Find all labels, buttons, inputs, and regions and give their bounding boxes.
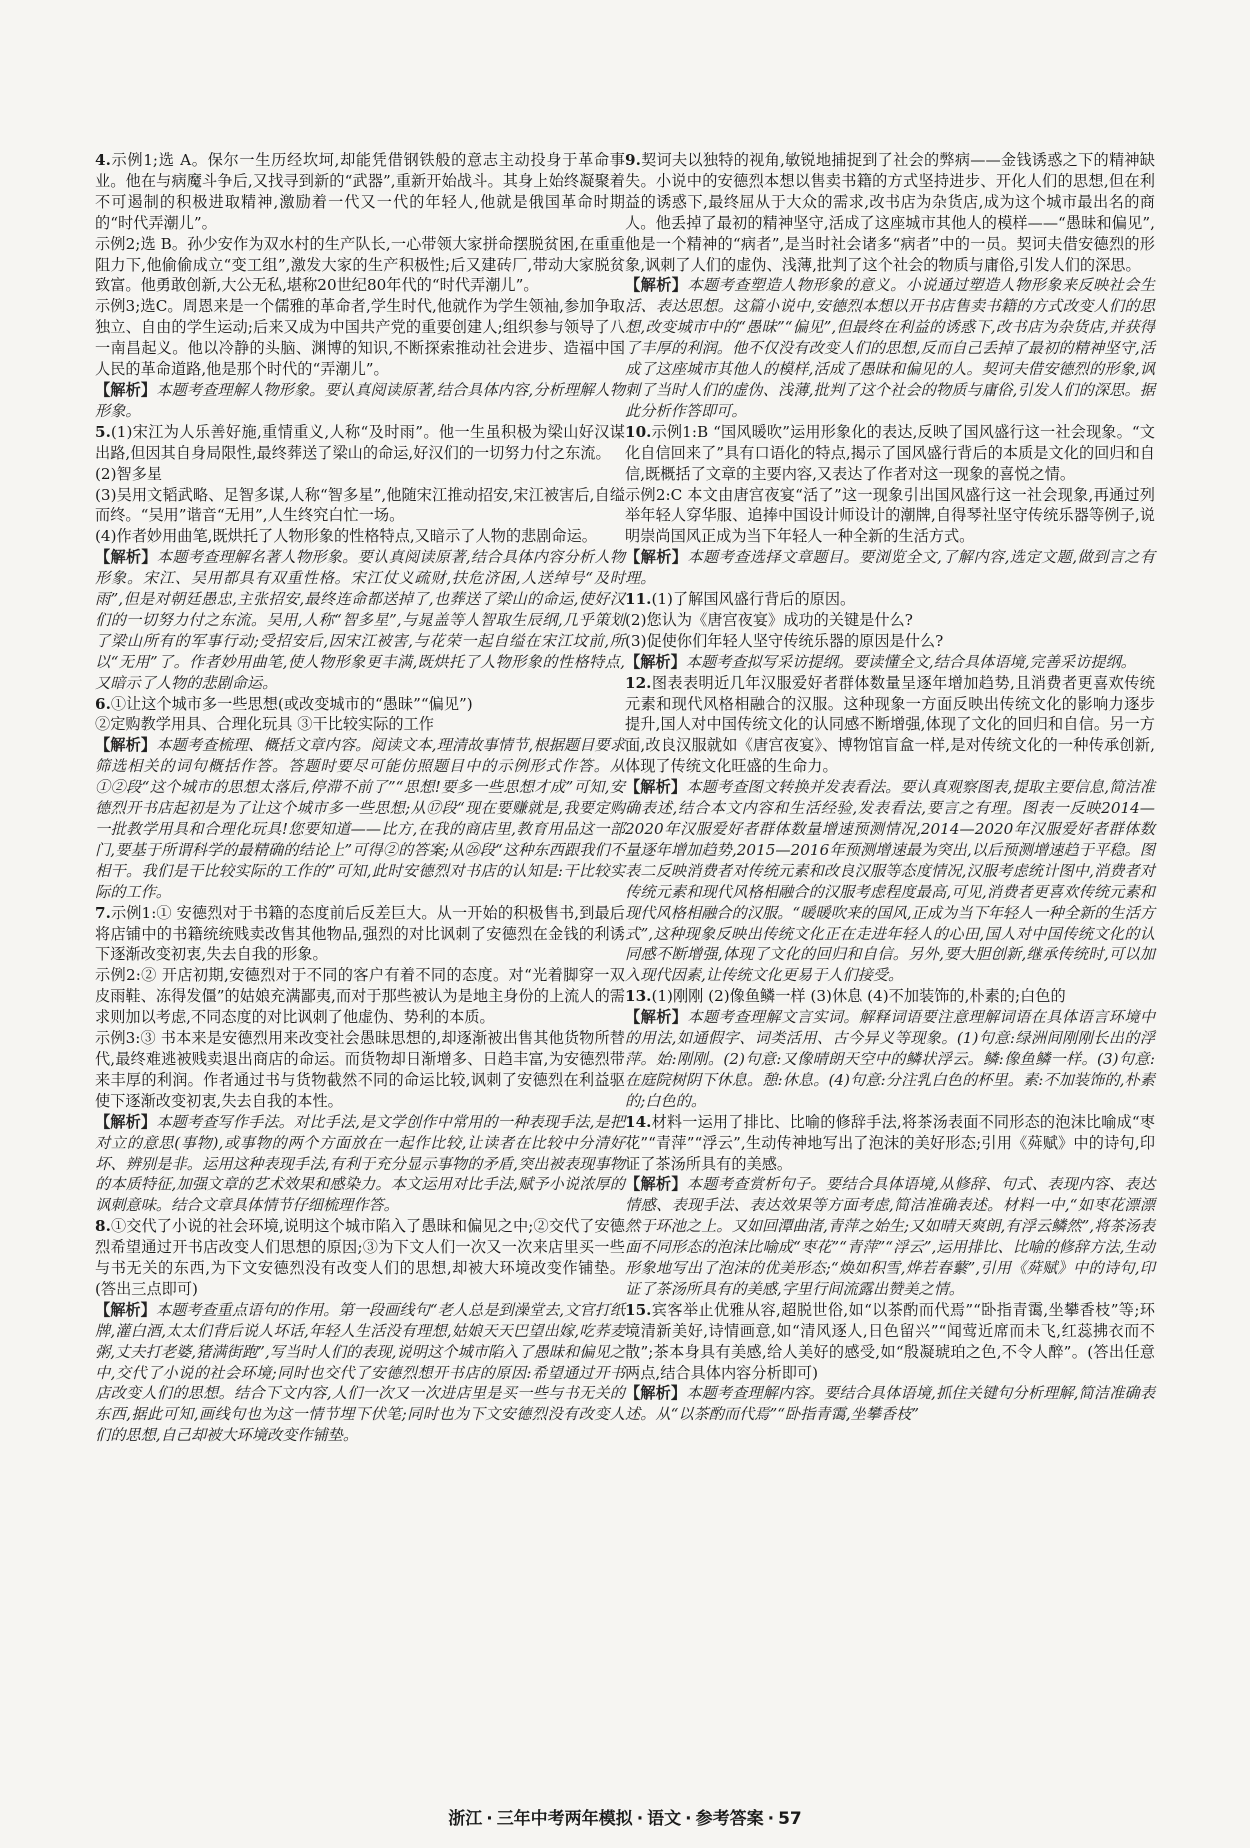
answer-text bbox=[95, 485, 625, 527]
analysis-label: 【解析】 bbox=[625, 1008, 688, 1027]
answer-text-content: (2)您认为《唐宫夜宴》成功的关键是什么? bbox=[625, 610, 913, 629]
answer-text bbox=[95, 694, 625, 715]
analysis-text bbox=[95, 380, 625, 422]
analysis-content: 本题考查理解内容。要结合具体语境,抓住关键句分析理解,简洁准确表述。从“以茶酌而代焉”“卧指青霭,坐攀香枝” bbox=[625, 1384, 1156, 1424]
question-number: 15. bbox=[625, 1300, 652, 1319]
answer-text-content: (1)了解国风盛行背后的原因。 bbox=[651, 590, 856, 609]
answer-text-content: 宾客举止优雅从容,超脱世俗,如“以茶酌而代焉”“卧指青霭,坐攀香枝”等;环境清新美好,诗情画意,如“清风逐人,日色留兴”“闻莺近席而未飞,红蕊拂衣而不散”;茶本身具有美感,给人美好的感受,如“殷凝琥珀之色,不令人醉”。(答出任意两点,结合具体内容分析即可) bbox=[625, 1300, 1155, 1382]
answer-text-content: 示例1:B “国风暖吹”运用形象化的表达,反映了国风盛行这一社会现象。“文化自信回来了”具有口语化的特点,揭示了国风盛行背后的本质是文化的回归和自信,既概括了文章的主要内容,又表达了作者对这一现象的喜悦之情。 bbox=[625, 422, 1155, 483]
answer-text-content: ①交代了小说的社会环境,说明这个城市陷入了愚昧和偏见之中;②交代了安德烈希望通过开书店改变人们思想的原因;③为下文人们一次又一次来店里买一些与书无关的东西,为下文安德烈没有改变人们的思想,却被大环境改变作铺垫。(答出三点即可) bbox=[95, 1217, 625, 1298]
answer-text bbox=[95, 965, 625, 1028]
footer-separator: · bbox=[685, 1809, 692, 1829]
analysis-text bbox=[625, 1383, 1155, 1425]
analysis-label: 【解析】 bbox=[95, 548, 157, 567]
footer-subject: 语文 bbox=[647, 1809, 682, 1829]
question-number: 12. bbox=[625, 673, 652, 692]
analysis-text bbox=[625, 1007, 1155, 1112]
analysis-label: 【解析】 bbox=[625, 652, 686, 671]
question-number: 6. bbox=[95, 694, 111, 713]
analysis-label: 【解析】 bbox=[625, 1175, 687, 1194]
analysis-label: 【解析】 bbox=[95, 1112, 157, 1131]
question-number: 5. bbox=[95, 422, 111, 441]
right-column bbox=[625, 150, 1155, 1425]
footer-series: 三年中考两年模拟 bbox=[496, 1809, 633, 1829]
answer-item bbox=[95, 694, 625, 903]
analysis-text bbox=[625, 547, 1155, 589]
answer-item bbox=[625, 422, 1155, 589]
analysis-content: 本题考查理解人物形象。要认真阅读原著,结合具体内容,分析理解人物形象。 bbox=[95, 380, 626, 420]
analysis-label: 【解析】 bbox=[95, 736, 157, 755]
question-number: 4. bbox=[95, 151, 111, 169]
answer-text bbox=[625, 986, 1155, 1007]
analysis-content: 本题考查梳理、概括文章内容。阅读文本,理清故事情节,根据题目要求筛选相关的词句概括作答。答题时要尽可能仿照题目中的示例形式作答。从①②段“这个城市的思想太落后,停滞不前了”“思想!要多一些思想才成”可知,安德烈开书店起初是为了让这个城市多一些思想;从⑰段“现在要赚就是,我要定购一批教学用具和合理化玩具!您要知道——比方,在我的商店里,教育用品这一部门,要基于所谓科学的最精确的结论上”可得②的答案;从㉖段“这种东西跟我们不相干。我们是干比较实际的工作的”可知,此时安德烈对书店的认知是:干比较实际的工作。 bbox=[95, 736, 626, 901]
analysis-text bbox=[625, 275, 1155, 421]
answer-text-content: 示例2;选 B。孙少安作为双水村的生产队长,一心带领大家拼命摆脱贫困,在重重阻力下,他偷偷成立“变工组”,激发大家的生产积极性;后又建砖厂,带动大家脱贫致富。他勇敢创新,大公无私,堪称20世纪80年代的“时代弄潮儿”。 bbox=[95, 234, 625, 295]
left-column bbox=[95, 150, 625, 1446]
footer-separator: · bbox=[636, 1809, 644, 1829]
analysis-content: 本题考查塑造人物形象的意义。小说通过塑造人物形象来反映社会生活、表达思想。这篇小说中,安德烈本想以开书店售卖书籍的方式改变人们的思想,改变城市中的“愚昧”“偏见”,但最终在利益的诱惑下,改书店为杂货店,并获得了丰厚的利润。他不仅没有改变人们的思想,反而自己丢掉了最初的精神坚守,活成了这座城市其他人的模样,活成了愚昧和偏见的人。契诃夫借安德烈的形象,讽刺了当时人们的虚伪、浅薄,批判了这个社会的物质与庸俗,引发人们的深思。据此分析作答即可。 bbox=[625, 276, 1156, 420]
answer-text bbox=[95, 903, 625, 966]
analysis-label: 【解析】 bbox=[95, 1300, 156, 1319]
analysis-label: 【解析】 bbox=[625, 276, 688, 295]
analysis-content: 本题考查赏析句子。要结合具体语境,从修辞、句式、表现内容、表达情感、表现手法、表达效果等方面考虑,简洁准确表述。材料一中,“如枣花漂漂然于环池之上。又如回潭曲渚,青萍之始生;又如晴天爽朗,有浮云鳞然”,将茶汤表面不同形态的泡沫比喻成“枣花”“青萍”“浮云”,运用排比、比喻的修辞方法,生动形象地写出了泡沫的优美形态;“焕如积雪,烨若春蘩”,引用《荈赋》中的诗句,印证了茶汤所具有的美感,字里行间流露出赞美之情。 bbox=[625, 1175, 1156, 1298]
analysis-content: 本题考查理解文言实词。解释词语要注意理解词语在具体语言环境中的用法,如通假字、词类活用、古今异义等现象。(1)句意:绿洲间刚刚长出的浮萍。始:刚刚。(2)句意:又像晴朗天空中的鳞状浮云。鳞:像鱼鳞一样。(3)句意:在庭院树阴下休息。憩:休息。(4)句意:分注乳白色的杯里。素:不加装饰的,朴素的;白色的。 bbox=[625, 1008, 1156, 1110]
analysis-text bbox=[95, 1112, 625, 1217]
answer-text-content: ②定购教学用具、合理化玩具 ③干比较实际的工作 bbox=[95, 715, 434, 734]
answer-item bbox=[95, 903, 625, 1217]
answer-text-content: (2)智多星 bbox=[95, 464, 163, 483]
analysis-content: 本题考查写作手法。对比手法,是文学创作中常用的一种表现手法,是把对立的意思(事物),或事物的两个方面放在一起作比较,让读者在比较中分清好坏、辨别是非。运用这种表现手法,有利于充分显示事物的矛盾,突出被表现事物的本质特征,加强文章的艺术效果和感染力。本文运用对比手法,赋予小说浓厚的讽刺意味。结合文章具体情节仔细梳理作答。 bbox=[95, 1112, 626, 1215]
answer-item bbox=[95, 150, 625, 422]
answer-text-content: 材料一运用了排比、比喻的修辞手法,将茶汤表面不同形态的泡沫比喻成“枣花”“青萍”“浮云”,生动传神地写出了泡沫的美好形态;引用《荈赋》中的诗句,印证了茶汤所具有的美感。 bbox=[625, 1112, 1156, 1173]
analysis-content: 本题考查重点语句的作用。第一段画线句“老人总是到澡堂去,文官打纸牌,灌白酒,太太们背后说人坏话,年轻人生活没有理想,姑娘天天巴望出嫁,吃荞麦粥,丈夫打老婆,猪满街跑”,写当时人们的表现,说明这个城市陷入了愚昧和偏见之中,交代了小说的社会环境;同时也交代了安德烈想开书店的原因:希望通过开书店改变人们的思想。结合下文内容,人们一次又一次进店里是买一些与书无关的东西,据此可知,画线句也为这一情节埋下伏笔;同时也为下文安德烈没有改变人们的思想,自己却被大环境改变作铺垫。 bbox=[95, 1300, 626, 1445]
answer-text bbox=[95, 296, 625, 380]
answer-item bbox=[625, 150, 1155, 422]
answer-text bbox=[95, 1216, 625, 1300]
answer-text bbox=[95, 1028, 625, 1112]
answer-text-content: 图表表明近几年汉服爱好者群体数量呈逐年增加趋势,且消费者更喜欢传统元素和现代风格相融合的汉服。这种现象一方面反映出传统文化的影响力逐步提升,国人对中国传统文化的认同感不断增强,体现了文化的回归和自信。另一方面,改良汉服就如《唐宫夜宴》、博物馆盲盒一样,是对传统文化的一种传承创新,体现了传统文化旺盛的生命力。 bbox=[625, 673, 1155, 776]
answer-item bbox=[95, 1216, 625, 1446]
answer-text-content: (4)作者妙用曲笔,既烘托了人物形象的性格特点,又暗示了人物的悲剧命运。 bbox=[95, 527, 597, 546]
analysis-label: 【解析】 bbox=[95, 380, 157, 399]
answer-item bbox=[625, 1300, 1155, 1425]
question-number: 11. bbox=[625, 590, 652, 609]
answer-text-content: (1)刚刚 (2)像鱼鳞一样 (3)休息 (4)不加装饰的,朴素的;白色的 bbox=[651, 987, 1066, 1006]
analysis-content: 本题考查理解名著人物形象。要认真阅读原著,结合具体内容分析人物形象。宋江、吴用都具有双重性格。宋江仗义疏财,扶危济困,人送绰号“及时雨”,但是对朝廷愚忠,主张招安,最终连命都送掉了,也葬送了梁山的命运,使好汉们的一切努力付之东流。吴用,人称“智多星”,与晁盖等人智取生辰纲,几乎策划了梁山所有的军事行动;受招安后,因宋江被害,与花荣一起自缢在宋江坟前,所以“无用”了。作者妙用曲笔,使人物形象更丰满,既烘托了人物形象的性格特点,又暗示了人物的悲剧命运。 bbox=[95, 548, 626, 692]
question-number: 8. bbox=[95, 1217, 111, 1236]
page-footer bbox=[0, 1804, 1250, 1829]
answer-text bbox=[625, 610, 1155, 631]
answer-text-content: 示例1;选 A。保尔一生历经坎坷,却能凭借钢铁般的意志主动投身于革命事业。他在与病魔斗争后,又找寻到新的“武器”,重新开始战斗。其身上始终凝聚着不可遏制的积极进取精神,激励着一代又一代的年轻人,他就是俄国革命时期的“时代弄潮儿”。 bbox=[95, 151, 625, 232]
answer-text-content: 示例2:C 本文由唐宫夜宴“活了”这一现象引出国风盛行这一社会现象,再通过列举年轻人穿华服、追捧中国设计师设计的潮牌,自得琴社坚守传统乐器等例子,说明崇尚国风正成为当下年轻人一种全新的生活方式。 bbox=[625, 485, 1155, 546]
answer-item bbox=[625, 589, 1155, 673]
answer-text bbox=[95, 526, 625, 547]
answer-text-content: (1)宋江为人乐善好施,重情重义,人称“及时雨”。他一生虽积极为梁山好汉谋出路,但因其自身局限性,最终葬送了梁山的命运,好汉们的一切努力付之东流。 bbox=[95, 422, 625, 462]
answer-text bbox=[625, 1300, 1155, 1384]
answer-text-content: 示例1:① 安德烈对于书籍的态度前后反差巨大。从一开始的积极售书,到最后将店铺中的书籍统统贱卖改售其他物品,强烈的对比讽刺了安德烈在金钱的利诱下逐渐改变初衷,失去自我的形象。 bbox=[95, 903, 625, 964]
analysis-text bbox=[625, 777, 1155, 986]
question-number: 9. bbox=[625, 151, 641, 169]
answer-text-content: 契诃夫以独特的视角,敏锐地捕捉到了社会的弊病——金钱诱惑之下的精神缺失。小说中的安德烈本想以售卖书籍的方式坚持进步、开化人们的思想,但在利益的诱惑下,最终屈从于大众的需求,改书店为杂货店,成为这个城市最出名的商人。他丢掉了最初的精神坚守,活成了这座城市其他人的模样——“愚昧和偏见”,他是一个精神的“病者”,是当时社会诸多“病者”中的一员。契诃夫借安德烈的形象,讽刺了人们的虚伪、浅薄,批判了这个社会的物质与庸俗,引发人们的深思。 bbox=[625, 151, 1155, 274]
analysis-content: 本题考查选择文章题目。要浏览全文,了解内容,选定文题,做到言之有理。 bbox=[625, 548, 1156, 588]
answer-text-content: 示例3;选C。周恩来是一个儒雅的革命者,学生时代,他就作为学生领袖,参加争取独立、自由的学生运动;后来又成为中国共产党的重要创建人;组织参与领导了八一南昌起义。他以冷静的头脑、渊博的知识,不断探索推动社会进步、造福中国人民的革命道路,他是那个时代的“弄潮儿”。 bbox=[95, 297, 625, 379]
answer-text bbox=[625, 422, 1155, 485]
answer-text-content: 示例3:③ 书本来是安德烈用来改变社会愚昧思想的,却逐渐被出售其他货物所替代,最终难逃被贱卖退出商店的命运。而货物却日渐增多、日趋丰富,为安德烈带来丰厚的利润。作者通过书与货物截然不同的命运比较,讽刺了安德烈在利益驱使下逐渐改变初衷,失去自我的本性。 bbox=[95, 1029, 625, 1110]
question-number: 14. bbox=[625, 1112, 652, 1131]
answer-text bbox=[625, 1112, 1155, 1175]
footer-separator: · bbox=[767, 1809, 775, 1829]
answer-text bbox=[95, 714, 625, 735]
analysis-label: 【解析】 bbox=[625, 1384, 687, 1403]
footer-region: 浙江 bbox=[448, 1809, 483, 1829]
question-number: 10. bbox=[625, 422, 652, 441]
answer-text bbox=[95, 464, 625, 485]
answer-item bbox=[95, 422, 625, 694]
analysis-text bbox=[625, 652, 1155, 673]
answer-text bbox=[95, 422, 625, 464]
page-number: 57 bbox=[778, 1809, 802, 1829]
analysis-label: 【解析】 bbox=[625, 548, 688, 567]
footer-section: 参考答案 bbox=[695, 1809, 764, 1829]
analysis-label: 【解析】 bbox=[625, 778, 687, 797]
question-number: 13. bbox=[625, 987, 652, 1006]
answer-text bbox=[95, 150, 625, 234]
analysis-text bbox=[95, 1300, 625, 1446]
answer-item bbox=[625, 673, 1155, 987]
answer-item bbox=[625, 986, 1155, 1111]
analysis-text bbox=[625, 1174, 1155, 1299]
answer-text bbox=[625, 631, 1155, 652]
analysis-text bbox=[95, 735, 625, 902]
answer-text bbox=[625, 150, 1155, 275]
question-number: 7. bbox=[95, 903, 111, 922]
answer-text bbox=[95, 234, 625, 297]
answer-text-content: 示例2:② 开店初期,安德烈对于不同的客户有着不同的态度。对“光着脚穿一双皮雨鞋、冻得发僵”的姑娘充满鄙夷,而对于那些被认为是地主身份的上流人的需求则加以考虑,不同态度的对比讽刺了他虚伪、势利的本质。 bbox=[95, 966, 625, 1027]
answer-text-content: ①让这个城市多一些思想(或改变城市的“愚昧”“偏见”) bbox=[110, 694, 473, 713]
answer-text-content: (3)促使你们年轻人坚守传统乐器的原因是什么? bbox=[625, 631, 944, 650]
footer-separator: · bbox=[486, 1809, 493, 1829]
analysis-content: 本题考查拟写采访提纲。要读懂全文,结合具体语境,完善采访提纲。 bbox=[685, 652, 1136, 671]
analysis-text bbox=[95, 547, 625, 693]
answer-text bbox=[625, 673, 1155, 778]
answer-text bbox=[625, 589, 1155, 610]
analysis-content: 本题考查图文转换并发表看法。要认真观察图表,提取主要信息,简洁准确表述,结合本文内容和生活经验,发表看法,要言之有理。图表一反映2014—2020年汉服爱好者群体数量增速预测情况,2014—2020年汉服爱好者群体数量逐年增加趋势,2015—2016年预测增速最为突出,以后预测增速趋于平稳。图表二反映消费者对传统元素和改良汉服等态度情况,汉服考虑统计图中,消费者对传统元素和现代风格相融合的汉服考虑程度最高,可见,消费者更喜欢传统元素和现代风格相融合的汉服。“暖暖吹来的国风,正成为当下年轻人一种全新的生活方式”,这种现象反映出传统文化正在走进年轻人的心田,国人对中国传统文化的认同感不断增强,体现了文化的回归和自信。另外,要大胆创新,继承传统时,可以加入现代因素,让传统文化更易于人们接受。 bbox=[625, 778, 1156, 985]
answer-item bbox=[625, 1112, 1155, 1300]
answer-text-content: (3)吴用文韬武略、足智多谋,人称“智多星”,他随宋江推动招安,宋江被害后,自缢而终。“吴用”谐音“无用”,人生终究白忙一场。 bbox=[95, 485, 625, 525]
answer-text bbox=[625, 485, 1155, 548]
